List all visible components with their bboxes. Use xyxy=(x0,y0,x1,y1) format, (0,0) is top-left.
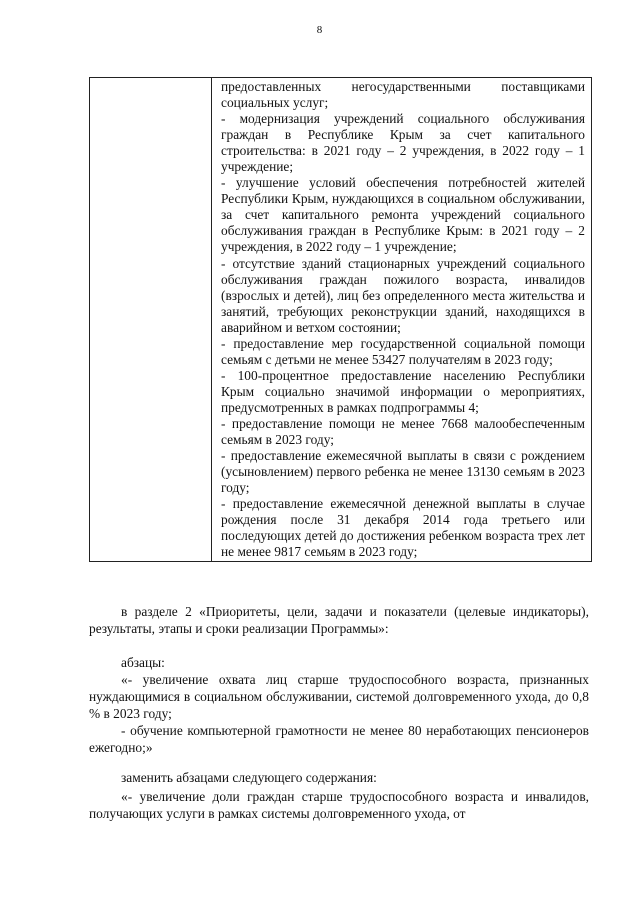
replace-label: заменить абзацами следующего содержания: xyxy=(121,770,377,785)
list-item: - предоставление ежемесячной денежной выплаты в случае рождения после 31 декабря 2014 года третьего или последующих детей до достижения ребенком возраста трех лет не менее 9817 семьям в 2023 году; xyxy=(221,496,585,560)
old-paragraph: - обучение компьютерной грамотности не менее 80 неработающих пенсионеров ежегодно;» xyxy=(89,723,589,755)
old-paragraph: «- увеличение охвата лиц старше трудоспособного возраста, признанных нуждающимися в социальном обслуживании, системой долговременного ухода, до 0,8 % в 2023 году; xyxy=(89,672,589,721)
list-item: - предоставление помощи не менее 7668 малообеспеченным семьям в 2023 году; xyxy=(221,415,585,448)
list-item: - модернизация учреждений социального обслуживания граждан в Республике Крым за счет капитального строительства: в 2021 году – 2 учреждения, в 2022 году – 1 учреждение; xyxy=(221,111,585,175)
program-table xyxy=(89,77,592,562)
table-row xyxy=(90,78,592,562)
section-reference-block xyxy=(89,603,589,637)
list-item: - предоставление мер государственной социальной помощи семьям с детьми не менее 53427 получателям в 2023 году; xyxy=(221,335,585,367)
list-item: предоставленных негосударственными поставщиками социальных услуг; xyxy=(221,79,585,111)
section-reference: в разделе 2 «Приоритеты, цели, задачи и показатели (целевые индикаторы), результаты, этапы и сроки реализации Программы»: xyxy=(89,604,589,636)
old-paragraphs-block xyxy=(89,654,589,756)
list-item: - отсутствие зданий стационарных учреждений социального обслуживания граждан пожилого возраста, инвалидов (взрослых и детей), лиц без определенного места жительства и занятий, требующих реконструкции зданий, находящихся в аварийном и ветхом состоянии; xyxy=(221,255,585,335)
list-item: - предоставление ежемесячной выплаты в связи с рождением (усыновлением) первого ребенка не менее 13130 семьям в 2023 году; xyxy=(221,448,585,496)
paragraphs-label: абзацы: xyxy=(121,655,165,670)
new-paragraph: «- увеличение доли граждан старше трудоспособного возраста и инвалидов, получающих услуги в рамках системы долговременного ухода, от xyxy=(89,789,589,821)
table-right-cell xyxy=(212,78,592,562)
new-paragraphs-block xyxy=(89,769,589,822)
page-number: 8 xyxy=(316,24,323,36)
list-item: - 100-процентное предоставление населению Республики Крым социально значимой информации о мероприятиях, предусмотренных в рамках подпрограммы 4; xyxy=(221,367,585,415)
table-left-cell xyxy=(90,78,212,562)
list-item: - улучшение условий обеспечения потребностей жителей Республики Крым, нуждающихся в социальном обслуживании, за счет капитального ремонта учреждений социального обслуживания граждан в Республике Крым: в 2021 году – 2 учреждения, в 2022 году – 1 учреждение; xyxy=(221,175,585,255)
